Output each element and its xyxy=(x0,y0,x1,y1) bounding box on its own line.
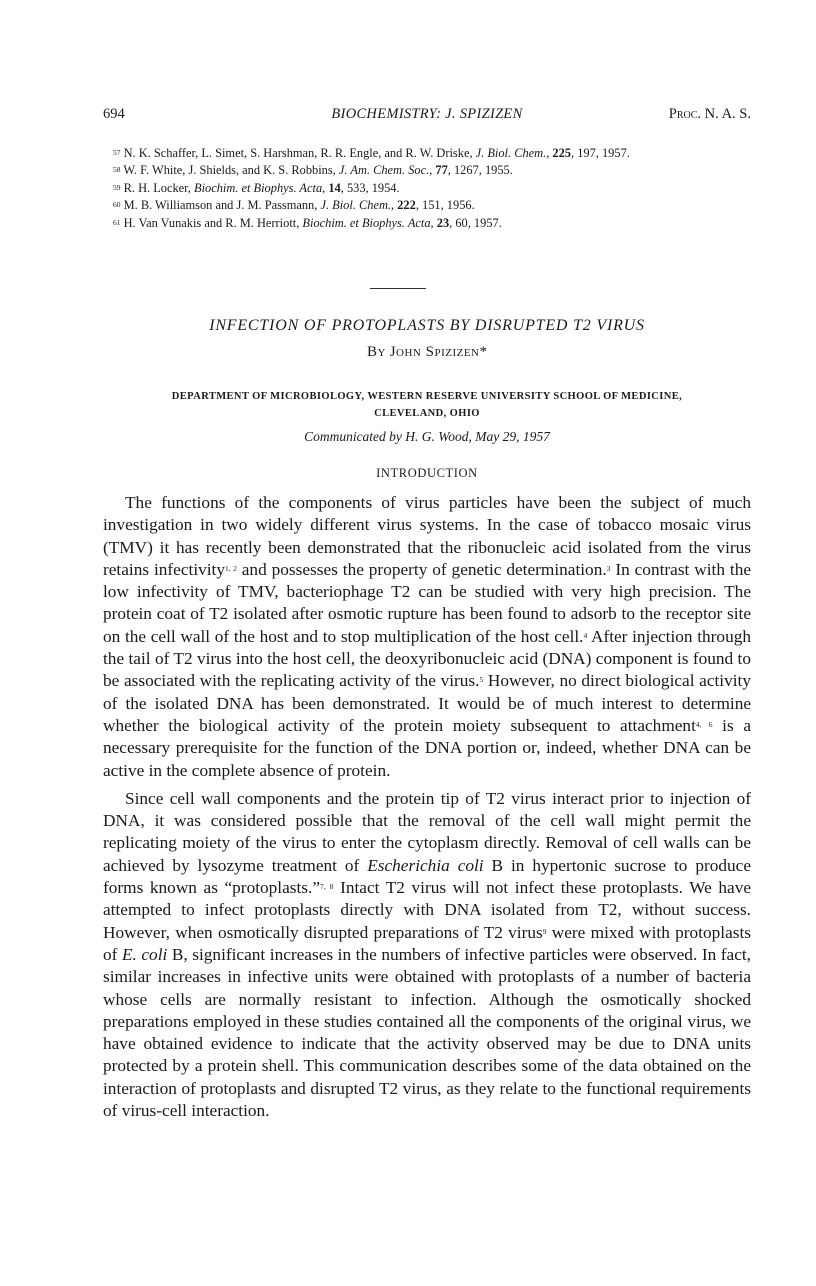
reference-number: 58 xyxy=(113,165,121,175)
reference-authors: W. F. White, J. Shields, and K. S. Robbins, xyxy=(123,163,336,178)
reference-authors: H. Van Vunakis and R. M. Herriott, xyxy=(123,215,300,230)
reference-journal: J. Biol. Chem. xyxy=(320,198,392,213)
paragraph-text: Since cell wall components and the protein tip of T2 virus interact prior to injection of DNA, it was considered possible that the removal of the cell wall might permit the replicating moiety of the virus to enter the cytoplasm directly. Removal of cell walls can be achieved by lysozyme treatment of xyxy=(103,788,751,875)
reference-journal: Biochim. et Biophys. Acta xyxy=(302,215,431,230)
paragraph-text: B in hypertonic sucrose to produce forms known as “protoplasts.” xyxy=(103,855,751,898)
reference-item: $^{58}$ W. F. White, J. Shields, and K. S. Robbins, J. Am. Chem. Soc., 77, 1267, 1955. xyxy=(113,163,513,178)
section-divider xyxy=(370,288,426,289)
reference-journal: J. Am. Chem. Soc. xyxy=(338,163,430,178)
citation-ref: 4 xyxy=(583,630,588,640)
citation-ref: 9 xyxy=(542,926,547,936)
reference-volume: 23 xyxy=(436,215,450,230)
citation-ref: 4, 6 xyxy=(695,719,713,729)
reference-pages-year: 151, 1956. xyxy=(422,198,475,213)
reference-volume: 14 xyxy=(328,180,341,195)
running-title: BIOCHEMISTRY: J. SPIZIZEN xyxy=(331,106,523,122)
paragraph-text: The functions of the components of virus particles have been the subject of much investigation in two widely different virus systems. In the case of tobacco mosaic virus (TMV) it has recently been demonstrated that the ribonucleic acid isolated from the virus retains infectivity xyxy=(103,493,751,579)
paragraph xyxy=(103,492,751,782)
citation-ref: 7, 8 xyxy=(320,882,334,892)
paragraph-text: Intact T2 virus will not infect these protoplasts. We have attempted to infect protoplasts directly with DNA isolated from T2, without success. However, when osmotically disrupted preparations of T2 virus xyxy=(103,878,752,942)
reference-item: $^{59}$ R. H. Locker, Biochim. et Biophys. Acta, 14, 533, 1954. xyxy=(113,180,400,195)
citation-ref: 3 xyxy=(606,563,611,573)
reference-pages-year: 60, 1957. xyxy=(455,215,502,230)
paragraph-text: After injection through the tail of T2 virus into the host cell, the deoxyribonucleic acid (DNA) component is found to be associated with the replicating activity of the virus. xyxy=(103,626,751,691)
reference-authors: N. K. Schaffer, L. Simet, S. Harshman, R. R. Engle, and R. W. Driske, xyxy=(123,146,473,160)
reference-item: $^{57}$ N. K. Schaffer, L. Simet, S. Harshman, R. R. Engle, and R. W. Driske, J. Biol. Chem., 225, 197, 1957. xyxy=(113,146,630,160)
species-name: Escherichia coli xyxy=(367,855,484,875)
reference-volume: 222 xyxy=(397,198,416,213)
reference-number: 60 xyxy=(113,200,121,210)
paragraph-text: were mixed with protoplasts of xyxy=(103,922,751,964)
reference-item: $^{60}$ M. B. Williamson and J. M. Passmann, J. Biol. Chem., 222, 151, 1956. xyxy=(113,198,475,213)
reference-journal: Biochim. et Biophys. Acta xyxy=(194,180,323,195)
paragraph-text: and possesses the property of genetic determination. xyxy=(236,559,607,579)
citation-ref: 1, 2 xyxy=(225,563,237,573)
article-body xyxy=(103,492,751,1128)
citation-ref: 5 xyxy=(479,675,484,685)
affiliation-line: CLEVELAND, OHIO xyxy=(374,408,480,419)
reference-number: 61 xyxy=(113,217,121,227)
byline xyxy=(103,342,751,362)
reference-pages-year: 1267, 1955. xyxy=(453,163,513,178)
section-heading: INTRODUCTION xyxy=(376,466,478,480)
reference-volume: 225 xyxy=(552,146,571,160)
reference-journal: J. Biol. Chem. xyxy=(475,146,547,160)
reference-authors: M. B. Williamson and J. M. Passmann, xyxy=(123,198,318,213)
paragraph-text: In contrast with the low infectivity of TMV, bacteriophage T2 can be studied with very high precision. The protein coat of T2 isolated after osmotic rupture has been found to adsorb to the receptor site on the cell wall of the host and to stop multiplication of the host cell. xyxy=(103,559,751,646)
reference-volume: 77 xyxy=(435,163,448,178)
paragraph-text: is a necessary prerequisite for the function of the DNA portion or, indeed, whether DNA can be active in the complete absence of protein. xyxy=(103,715,752,780)
reference-list xyxy=(113,146,753,233)
reference-item: $^{61}$ H. Van Vunakis and R. M. Herriott, Biochim. et Biophys. Acta, 23, 60, 1957. xyxy=(113,215,502,230)
affiliation xyxy=(140,388,714,422)
reference-number: 59 xyxy=(113,182,121,192)
reference-pages-year: 533, 1954. xyxy=(346,180,400,195)
reference-pages-year: 197, 1957. xyxy=(577,146,630,160)
journal-abbrev: Proc. N. A. S. xyxy=(668,106,751,122)
author-footnote-mark: * xyxy=(479,344,487,360)
species-name: E. coli xyxy=(121,944,168,964)
running-head xyxy=(103,104,751,124)
author-name: John Spizizen xyxy=(389,344,480,360)
byline-prefix: By xyxy=(366,344,386,360)
article-title: INFECTION OF PROTOPLASTS BY DISRUPTED T2 VIRUS xyxy=(209,317,645,334)
reference-number: 57 xyxy=(113,148,121,157)
page-number: 694 xyxy=(103,106,125,122)
paragraph-text: However, no direct biological activity of the isolated DNA has been demonstrated. It would be of much interest to determine whether the biological activity of the protein moiety subsequent to attachment xyxy=(103,671,751,735)
reference-authors: R. H. Locker, xyxy=(123,180,191,195)
paragraph-text: B, significant increases in the numbers of infective particles were observed. In fact, similar increases in infective units were obtained with protoplasts of a number of bacteria whose cells are normally resistant to infection. Although the osmotically shocked preparations employed in these studies contained all the components of the original virus, we have obtained evidence to indicate that the activity observed may be due to DNA units protected by a protein shell. This communication describes some of the data obtained on the interaction of protoplasts and disrupted T2 virus, as they relate to the functional requirements of virus-cell interaction. xyxy=(103,944,751,1121)
communicated-by: Communicated by H. G. Wood, May 29, 1957 xyxy=(304,429,550,444)
affiliation-line: DEPARTMENT OF MICROBIOLOGY, WESTERN RESERVE UNIVERSITY SCHOOL OF MEDICINE, xyxy=(171,391,683,402)
paragraph xyxy=(103,788,751,1122)
